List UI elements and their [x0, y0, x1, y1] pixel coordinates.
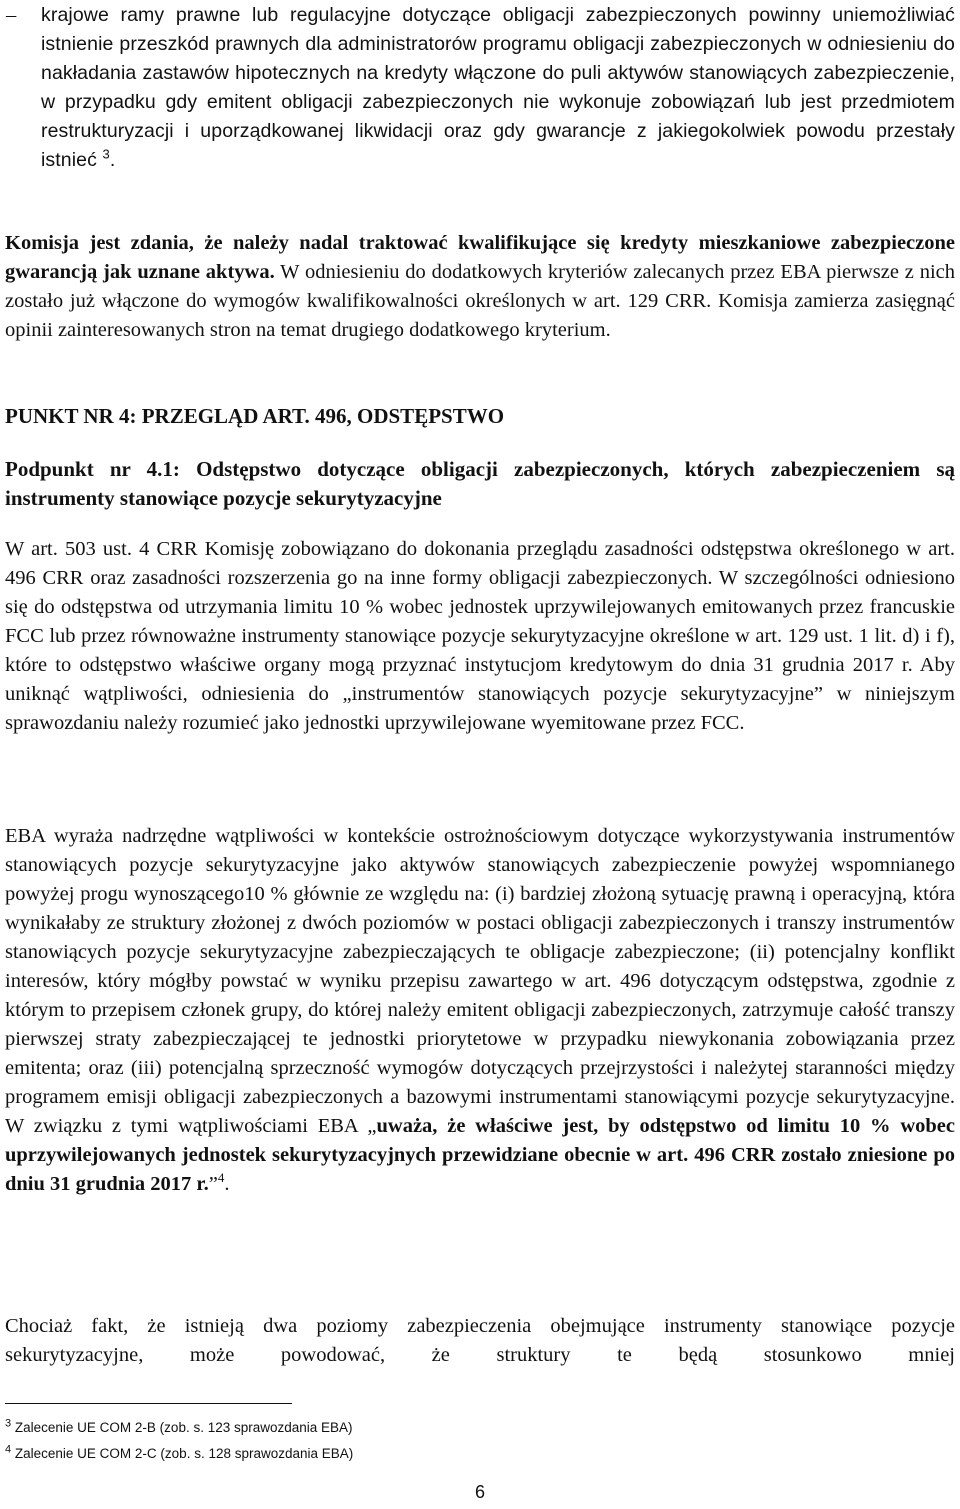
subsection-heading: Podpunkt nr 4.1: Odstępstwo dotyczące obligacji zabezpieczonych, których zabezpieczeniem są instrumenty stanowiące pozycje sekurytyzacyjne — [5, 457, 955, 510]
footnote-number: 3 — [5, 1417, 12, 1430]
bullet-dash: – — [6, 4, 17, 26]
paragraph-review-obligation: W art. 503 ust. 4 CRR Komisję zobowiązano do dokonania przeglądu zasadności odstępstwa określonego w art. 496 CRR oraz zasadności rozszerzenia go na inne formy obligacji zabezpieczonych. W szczególności odniesiono się do odstępstwa od utrzymania limitu 10 % wobec jednostek uprzywilejowanych emitowanych przez francuskie FCC lub przez równoważne instrumenty stanowiące pozycje sekurytyzacyjne określone w art. 129 ust. 1 lit. d) i f), które to odstępstwo właściwe organy mogą przyznać instytucjom kredytowym do dnia 31 grudnia 2017 r. Aby uniknąć wątpliwości, odniesienia do „instrumentów stanowiących pozycje sekurytyzacyjne” w niniejszym sprawozdaniu należy rozumieć jako jednostki uprzywilejowane wyemitowane przez FCC. — [5, 538, 955, 734]
footnote-number: 4 — [5, 1443, 12, 1456]
footnote-text: Zalecenie UE COM 2-C (zob. s. 128 sprawozdania EBA) — [14, 1446, 354, 1461]
bullet-text: krajowe ramy prawne lub regulacyjne dotyczące obligacji zabezpieczonych powinny uniemożliwiać istnienie przeszkód prawnych dla administratorów programu obligacji zabezpieczonych w odniesieniu do nakładania zastawów hipotecznych na kredyty włączone do puli aktywów stanowiących zabezpieczenie, w przypadku gdy emitent obligacji zabezpieczonych nie wykonuje zobowiązań lub jest przedmiotem restrukturyzacji i uporządkowanej likwidacji oraz gdy gwarancje z jakiegokolwiek powodu przestały istnieć $^3$. — [41, 4, 955, 171]
footnote-separator — [5, 1403, 292, 1404]
footnote-3 — [5, 1419, 353, 1437]
paragraph-eba-concerns: EBA wyraża nadrzędne wątpliwości w kontekście ostrożnościowym dotyczące wykorzystywania instrumentów stanowiących pozycje sekurytyzacyjne jako aktywów stanowiących zabezpieczenie powyżej wspomnianego powyżej progu wynoszącego10 % głównie ze względu na: (i) bardziej złożoną sytuację prawną i operacyjną, która wynikałaby ze struktury złożonej z dwóch poziomów w postaci obligacji zabezpieczonych i transzy instrumentów stanowiących pozycje sekurytyzacyjne zabezpieczających te obligacje zabezpieczone; (ii) potencjalny konflikt interesów, który mógłby powstać w wyniku przepisu zawartego w art. 496 dotyczącym odstępstwa, zgodnie z którym to przepisem członek grupy, do której należy emitent obligacji zabezpieczonych, zatrzymuje całość transzy pierwszej straty zabezpieczającej te jednostki priorytetowe w przypadku niewykonania zobowiązania przez emitenta; oraz (iii) potencjalną sprzeczność wymogów dotyczących przejrzystości i należytej staranności między programem emisji obligacji zabezpieczonych a bazowymi instrumentami stanowiącymi pozycje sekurytyzacyjne. W związku z tymi wątpliwościami EBA „uważa, że właściwe jest, by odstępstwo od limitu 10 % wobec uprzywilejowanych jednostek sekurytyzacyjnych przewidziane obecnie w art. 496 CRR zostało zniesione po dniu 31 grudnia 2017 r.”$^4$. — [5, 825, 955, 1195]
commission-opinion-bold: Komisja jest zdania, że należy nadal traktować kwalifikujące się kredyty mieszkaniowe zabezpieczone gwarancją jak uznane aktywa. — [5, 232, 955, 283]
eba-concerns-bold: uważa, że właściwe jest, by odstępstwo od limitu 10 % wobec uprzywilejowanych jednostek sekurytyzacyjnych przewidziane obecnie w art. 496 CRR zostało zniesione po dniu 31 grudnia 2017 r. — [5, 1115, 955, 1195]
footnote-4 — [5, 1445, 353, 1463]
eba-concerns-text: EBA wyraża nadrzędne wątpliwości w kontekście ostrożnościowym dotyczące wykorzystywania instrumentów stanowiących pozycje sekurytyzacyjne jako aktywów stanowiących zabezpieczenie powyżej wspomnianego powyżej progu wynoszącego10 % głównie ze względu na: (i) bardziej złożoną sytuację prawną i operacyjną, która wynikałaby ze struktury złożonej z dwóch poziomów w postaci obligacji zabezpieczonych i transzy instrumentów stanowiących pozycje sekurytyzacyjne zabezpieczających te obligacje zabezpieczone; (ii) potencjalny konflikt interesów, który mógłby powstać w wyniku przepisu zawartego w art. 496 dotyczącym odstępstwa, zgodnie z którym to przepisem członek grupy, do której należy emitent obligacji zabezpieczonych, zatrzymuje całość transzy pierwszej straty zabezpieczającej te jednostki priorytetowe w przypadku niewykonania zobowiązania przez emitenta; oraz (iii) potencjalną sprzeczność wymogów dotyczących przejrzystości i należytej staranności między programem emisji obligacji zabezpieczonych a bazowymi instrumentami stanowiącymi pozycje sekurytyzacyjne. W związku z tymi wątpliwościami EBA „ — [5, 825, 955, 1137]
section-heading: PUNKT NR 4: PRZEGLĄD ART. 496, ODSTĘPSTWO — [5, 404, 505, 428]
paragraph-commission-opinion — [5, 229, 955, 345]
footnote-ref-3[interactable]: 3 — [102, 146, 110, 162]
footnote-text: Zalecenie UE COM 2-B (zob. s. 123 sprawozdania EBA) — [14, 1420, 353, 1435]
paragraph-two-levels: Chociaż fakt, że istnieją dwa poziomy zabezpieczenia obejmujące instrumenty stanowiące pozycje sekurytyzacyjne, może powodować, że struktury te będą stosunkowo mniej — [5, 1315, 955, 1366]
page-number: 6 — [474, 1482, 485, 1502]
footnote-ref-4[interactable]: 4 — [217, 1170, 225, 1186]
commission-opinion-text: W odniesieniu do dodatkowych kryteriów zalecanych przez EBA pierwsze z nich zostało już włączone do wymogów kwalifikowalności określonych w art. 129 CRR. Komisja zamierza zasięgnąć opinii zainteresowanych stron na temat drugiego dodatkowego kryterium. — [5, 261, 955, 341]
